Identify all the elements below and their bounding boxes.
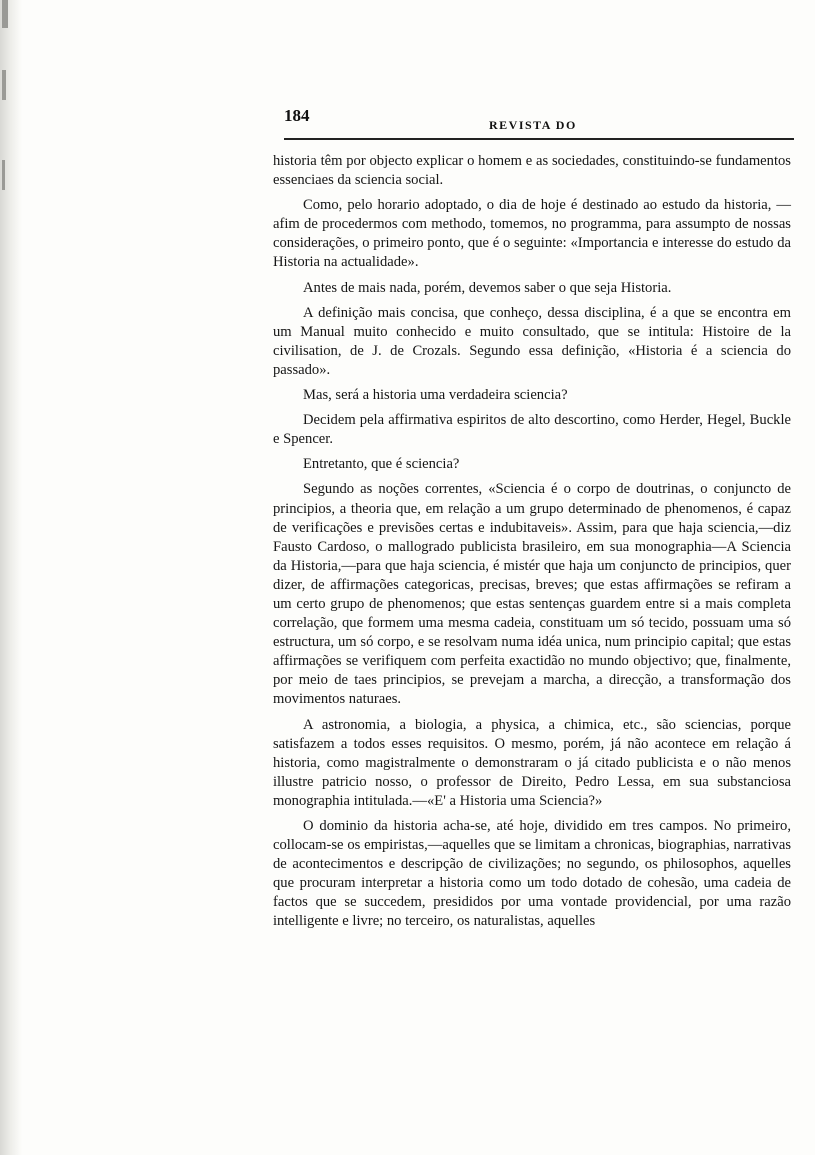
paragraph: Segundo as noções correntes, «Sciencia é o corpo de doutrinas, o conjuncto de principios, a theoria que, em relação a um grupo determinado de phenomenos, é capaz de verificações e previsões certas e indubitaveis». Assim, para que haja sciencia,—diz Fausto Cardoso, o mallogrado publicista brasileiro, em sua monographia—A Sciencia da Historia,—para que haja sciencia, é mistér que haja um conjuncto de principios, quer dizer, de affirmações categoricas, precisas, breves; que estas affirmações se refiram a um certo grupo de phenomenos; que estas sentenças guardem entre si a mais completa correlação, que formem uma mesma cadeia, constituam um só tecido, possuam uma só estructura, um só corpo, e se resolvam numa idéa unica, num principio capital; que estas affirmações se verifiquem com perfeita exactidão no mundo objectivo; que, finalmente, por meio de taes principios, se prevejam a marcha, a direcção, a transformação dos movimentos naturaes. [273, 481, 791, 708]
header-rule [284, 138, 794, 140]
binding-mark [2, 160, 5, 190]
page-number: 184 [284, 106, 310, 125]
paragraph: Entretanto, que é sciencia? [303, 456, 460, 473]
body-text [273, 152, 791, 938]
paragraph: A astronomia, a biologia, a physica, a chimica, etc., são sciencias, porque satisfazem a todos esses requisitos. O mesmo, porém, já não acontece em relação á historia, como magistralmente o demonstraram o já citado publicista e o não menos illustre patricio nosso, o professor de Direito, Pedro Lessa, em sua substanciosa monographia intitulada.—«E' a Historia uma Sciencia?» [273, 716, 791, 809]
paragraph: A definição mais concisa, que conheço, dessa disciplina, é a que se encontra em um Manual muito conhecido e muito consultado, que se intitula: Histoire de la civilisation, de J. de Crozals. Segundo essa definição, «Historia é a sciencia do passado». [273, 304, 791, 378]
paragraph: historia têm por objecto explicar o homem e as sociedades, constituindo-se fundamentos essenciaes da sciencia social. [273, 153, 791, 189]
paragraph: Antes de mais nada, porém, devemos saber o que seja Historia. [303, 279, 672, 296]
paragraph: Decidem pela affirmativa espiritos de alto descortino, como Herder, Hegel, Buckle e Spencer. [273, 412, 791, 448]
binding-mark [2, 0, 8, 28]
page-header [284, 106, 794, 136]
binding-mark [2, 70, 6, 100]
paragraph: Mas, será a historia uma verdadeira sciencia? [303, 387, 568, 404]
paragraph: O dominio da historia acha-se, até hoje, dividido em tres campos. No primeiro, collocam-se os empiristas,—aquelles que se limitam a chronicas, biographias, narrativas de acontecimentos e descripção de civilizações; no segundo, os philosophos, aquelles que procuram interpretar a historia como um todo dotado de cohesão, uma cadeia de factos que se succedem, presididos por uma vontade providencial, por uma razão intelligente e livre; no terceiro, os naturalistas, aquelles [273, 818, 791, 930]
paragraph: Como, pelo horario adoptado, o dia de hoje é destinado ao estudo da historia, — afim de procedermos com methodo, tomemos, no programma, para assumpto de nossas considerações, o primeiro ponto, que é o seguinte: «Importancia e interesse do estudo da Historia na actualidade». [273, 197, 791, 271]
running-head: REVISTA DO [489, 118, 577, 132]
